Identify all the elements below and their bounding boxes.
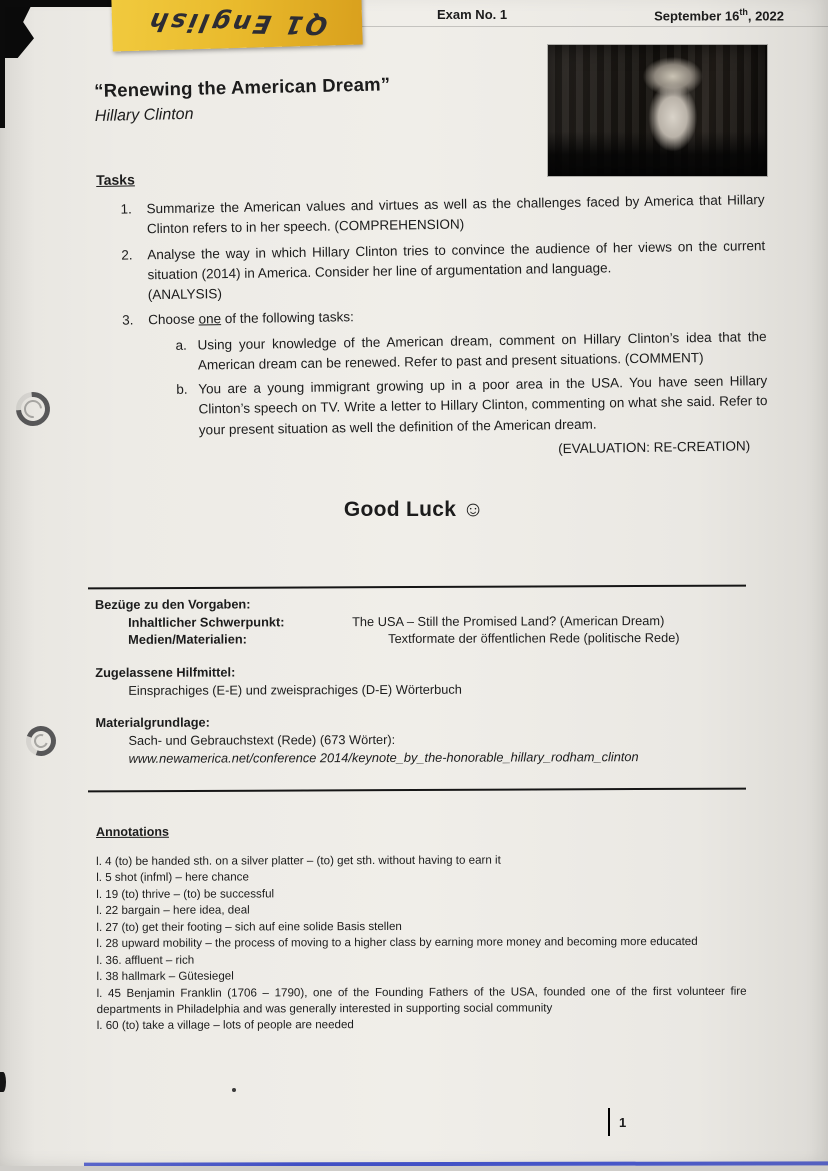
tasks-section (96, 160, 768, 466)
annotation-line: l. 27 (to) get their footing – sich auf eine solide Basis stellen (96, 919, 402, 934)
exam-date-year: , 2022 (747, 8, 784, 24)
header-divider (362, 26, 828, 27)
title-block (94, 73, 391, 126)
references-row-value: Textformate der öffentlichen Rede (politische Rede) (388, 630, 680, 647)
task-number: 2. (121, 246, 133, 263)
annotation-line: l. 19 (to) thrive – (to) be successful (96, 887, 275, 901)
exam-date-ordinal: th (739, 7, 748, 17)
annotations-heading: Annotations (96, 824, 169, 839)
good-luck-message: Good Luck ☺ (343, 498, 485, 521)
task3-suffix: of the following tasks: (220, 309, 354, 327)
aids-value: Einsprachiges (E-E) und zweisprachiges (D-E) Wörterbuch (128, 681, 462, 698)
annotation-line: l. 60 (to) take a village – lots of people are needed (96, 1018, 354, 1033)
material-source-url: www.newamerica.net/conference 2014/keynote_by_the-honorable_hillary_rodham_clinton (128, 748, 639, 766)
exam-meta-section (95, 594, 758, 768)
aids-heading: Zugelassene Hilfmittel: (95, 664, 236, 680)
annotation-line: l. 5 shot (infml) – here chance (96, 870, 249, 885)
hole-punch-mark-bottom (21, 721, 61, 761)
references-row-label: Medien/Materialien: (128, 631, 247, 648)
references-row-media (95, 629, 757, 649)
scan-speck (232, 1088, 236, 1092)
hole-punch-mark-top (9, 385, 57, 433)
task3-underlined-word: one (198, 311, 222, 327)
scan-artifact-left-edge (0, 0, 5, 128)
task-item-3b (176, 371, 768, 441)
task-number: 3. (122, 312, 134, 328)
subtask-letter: a. (175, 337, 187, 353)
scan-artifact-bottom-left (0, 1072, 6, 1092)
page-title: “Renewing the American Dream” (94, 73, 391, 101)
annotation-line: l. 28 upward mobility – the process of moving to a higher class by earning more money and becoming more educated (96, 935, 698, 951)
exam-date-day: September 16 (654, 8, 740, 24)
sticky-note (111, 0, 362, 51)
references-heading: Bezüge zu den Vorgaben: (95, 596, 251, 612)
references-row-focus (95, 611, 757, 631)
subtask-text: You are a young immigrant growing up in a poor area in the USA. You have seen Hillary Clinton’s speech on TV. Write a letter to Hillary Clinton, commenting on what she said. Refer to your present situation as well the definition of the American dream. (198, 373, 768, 438)
task-item-3a (175, 327, 767, 376)
subtask-letter: b. (176, 381, 188, 397)
subtask-text: Using your knowledge of the American dream, comment on Hillary Clinton’s idea that the American dream can be renewed. Refer to past and present situations. (COMMENT) (197, 328, 767, 373)
sticky-note-handwriting: Q1 English (144, 6, 330, 40)
task-item-2 (121, 236, 766, 306)
author-name: Hillary Clinton (94, 105, 194, 125)
annotation-line: l. 36. affluent – rich (96, 953, 195, 967)
page-number (608, 1108, 626, 1136)
task-text: Summarize the American values and virtues as well as the challenges faced by America that Hillary Clinton refers to in her speech. (COMPREHENSION) (146, 192, 765, 237)
material-description: Sach- und Gebrauchstext (Rede) (673 Wörter): (128, 731, 396, 748)
scan-artifact-bottom-edge (0, 1166, 828, 1171)
material-heading: Materialgrundlage: (95, 714, 210, 731)
annotation-line: l. 22 bargain – here idea, deal (96, 903, 250, 918)
exam-number: Exam No. 1 (437, 7, 508, 22)
references-row-value: The USA – Still the Promised Land? (American Dream) (352, 612, 665, 629)
annotations-section (96, 822, 747, 1035)
annotation-line: l. 45 Benjamin Franklin (1706 – 1790), one of the Founding Fathers of the USA, founded one of the first volunteer fire departments in Philadelphia and was generally interested in supporting social community (96, 984, 747, 1016)
page-number-bar (608, 1108, 610, 1136)
annotation-line: l. 38 hallmark – Gütesiegel (96, 969, 234, 984)
references-row-label: Inhaltlicher Schwerpunkt: (128, 613, 285, 630)
scan-artifact-corner (0, 0, 34, 58)
task-item-1 (120, 190, 765, 240)
task-text: Analyse the way in which Hillary Clinton tries to convince the audience of her views on the current situation (2014) in America. Consider her line of argumentation and language. (ANALYSIS) (147, 237, 766, 303)
task-item-3 (122, 301, 766, 331)
tasks-heading: Tasks (96, 171, 135, 188)
exam-date (654, 7, 784, 23)
hillary-clinton-photo (548, 45, 767, 176)
section-divider-bottom (88, 788, 746, 793)
task3-prefix: Choose (148, 311, 199, 328)
evaluation-note: (EVALUATION: RE-CREATION) (558, 438, 751, 456)
section-divider-top (88, 585, 746, 590)
page-number-value: 1 (619, 1114, 627, 1130)
task-number: 1. (120, 201, 132, 217)
task-text (148, 301, 766, 330)
annotation-line: l. 4 (to) be handed sth. on a silver platter – (to) get sth. without having to earn it (96, 853, 501, 868)
